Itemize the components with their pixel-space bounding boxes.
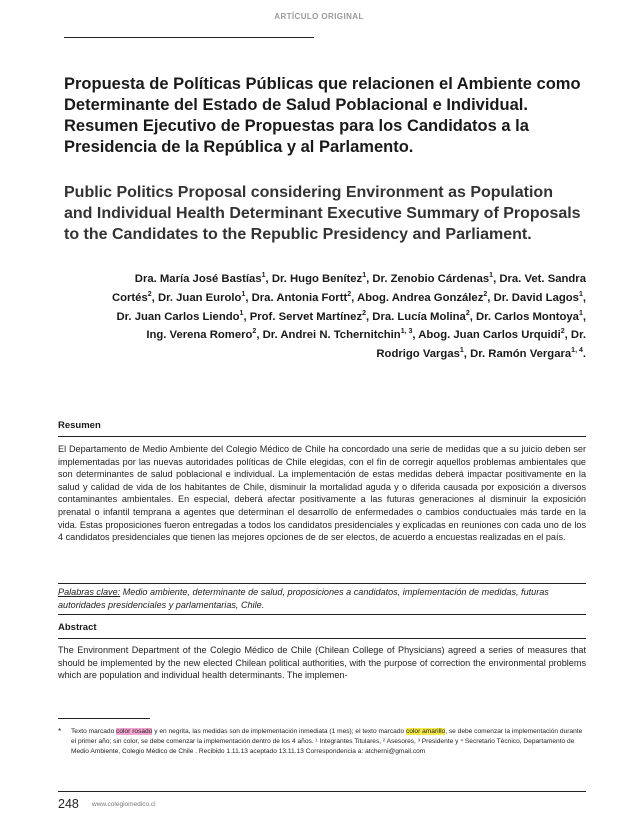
author-separator: ,: [151, 291, 158, 304]
author-affiliation: 1, 4: [571, 347, 583, 355]
footnote-divider: [58, 718, 150, 719]
keywords-text: Medio ambiente, determinante de salud, proposiciones a candidatos, implementación de medidas, futuras autoridades presidenciales y parlamentarias, Chile.: [58, 587, 549, 610]
author-name: Dr. Juan Eurolo: [157, 291, 242, 304]
footnote: [58, 727, 586, 757]
author-separator: ,: [469, 310, 476, 323]
title-english: Public Politics Proposal considering Environment as Population and Individual Health Determinant Executive Summary of Proposals to the Candidates to the Republic Presidency and Parliament.: [64, 184, 581, 243]
author-affiliation: 1: [362, 272, 367, 279]
author-affiliation: 2: [147, 290, 152, 298]
author-name: Dr. Ramón Vergara: [470, 347, 572, 360]
header-divider: [64, 37, 314, 38]
author-affiliation: 1: [578, 290, 583, 298]
author-name: Dr. Zenobio Cárdenas: [372, 272, 490, 285]
keywords-label: Palabras clave:: [58, 587, 121, 597]
author-affiliation: 1: [261, 272, 266, 279]
section-label: ARTÍCULO ORIGINAL: [274, 12, 364, 21]
resumen-body: El Departamento de Medio Ambiente del Colegio Médico de Chile ha concordado una serie de medidas que a su juicio deben ser implementadas por las nuevas autoridades políticas de Chile elegidas, con el fin de corregir aquellos problemas ambientales que son determinantes de salud poblacional e individual. La implementación de estas medidas deberá impactar positivamente en la salud y calidad de vida de los habitantes de Chile, disminuir la mortalidad aguda y o diferida causada por exposición a diversos contaminantes ambientales. En especial, deberá afectar positivamente a las futuras generaciones al disminuir la exposición prenatal o infantil temprana a agentes que determinan el desarrollo de enfermedades o cambios conductuales más tarde en la vida. Estas proposiciones fueron entregadas a todos los candidatos presidenciales y explicadas en reuniones con cada uno de los 4 candidatos presidenciales que tienen las mejores opciones de de ser electos, de acuerdo a encuestas realizadas en el país.: [58, 444, 586, 543]
author-separator: ,: [582, 291, 586, 304]
author-list: [110, 268, 586, 362]
keywords: [58, 583, 586, 615]
footnote-part-3: , se debe comenzar la implementación durante el primer año; sin color, se debe comenzar la implementación dentro de los 4 años. ¹ Integrantes Titulares, ² Asesores, ³ Presidente y ⁴ Secretario Técnico, Departamento de Medio Ambiente, Colegio Médico de Chile . Recibido 1.11.13 aceptado 13.11.13 Correspondencia a: atcherni@gmail.com: [71, 728, 583, 755]
author-affiliation: 1: [489, 272, 494, 279]
resumen-heading: Resumen: [58, 420, 586, 437]
author-name: Prof. Servet Martínez: [249, 310, 363, 323]
author-separator: ,: [265, 272, 272, 285]
author-affiliation: 1: [459, 347, 464, 355]
author-separator: ,: [256, 329, 263, 342]
author-name: Abog. Andrea González: [357, 291, 484, 304]
footnote-part-2: y en negrita, las medidas son de implementación inmediata (1 mes); el texto marcado: [152, 728, 406, 735]
author-affiliation: 2: [465, 309, 470, 317]
page-number: 248: [58, 797, 79, 811]
author-affiliation: 2: [252, 328, 257, 336]
footnote-text: [71, 727, 586, 757]
author-affiliation: 1: [239, 309, 244, 317]
author-affiliation: 1: [578, 309, 583, 317]
footnote-marker: *: [58, 727, 62, 736]
author-name: Ing. Verena Romero: [146, 329, 253, 342]
journal-website[interactable]: www.colegiomedico.cl: [92, 801, 156, 808]
footnote-part-1: Texto marcado: [71, 728, 117, 735]
author-name: Dr. Juan Carlos Liendo: [116, 310, 240, 323]
author-affiliation: 2: [483, 290, 488, 298]
author-name: Dr. Rodrigo Vargas: [376, 329, 586, 360]
author-separator: ,: [351, 291, 357, 304]
author-name: Dr. David Lagos: [493, 291, 579, 304]
author-name: Dra. María José Bastías: [134, 272, 262, 285]
abstract-heading: Abstract: [58, 622, 586, 639]
author-separator: .: [582, 347, 586, 360]
author-affiliation: 2: [347, 290, 352, 298]
author-name: Dra. Antonia Fortt: [251, 291, 348, 304]
author-affiliation: 2: [362, 309, 366, 317]
author-affiliation: 2: [560, 328, 565, 336]
author-separator: ,: [582, 310, 586, 323]
highlight-yellow: color amarillo: [406, 728, 446, 735]
footer-divider: [58, 791, 586, 792]
author-name: Dr. Carlos Montoya: [476, 310, 579, 323]
author-name: Dr. Andrei N. Tchernitchin: [262, 329, 401, 342]
author-separator: ,: [245, 291, 252, 304]
author-separator: ,: [487, 291, 494, 304]
abstract-body: The Environment Department of the Colegio Médico de Chile (Chilean College of Physicians) agreed a series of measures that should be implemented by the new elected Chilean political authorities, with the purpose of correction the environmental problems which are population and individual health determinants. The implemen-: [58, 645, 586, 681]
author-separator: ,: [564, 329, 571, 342]
author-name: Abog. Juan Carlos Urquidi: [418, 329, 561, 342]
author-separator: ,: [412, 329, 419, 342]
author-name: Dr. Hugo Benítez: [271, 272, 363, 285]
author-affiliation: 1: [241, 290, 246, 298]
author-separator: ,: [366, 272, 373, 285]
author-separator: ,: [493, 272, 500, 285]
author-affiliation: 1, 3: [400, 328, 413, 336]
author-separator: ,: [243, 310, 250, 323]
author-separator: ,: [463, 347, 471, 360]
title-spanish: Propuesta de Políticas Públicas que relacionen el Ambiente como Determinante del Estado de Salud Poblacional e Individual. Resumen Ejecutivo de Propuestas para los Candidatos a la Presidencia de la República y al Parlamento.: [64, 75, 581, 156]
author-separator: ,: [366, 310, 373, 323]
author-name: Dra. Vet. Sandra Cortés: [111, 272, 586, 304]
highlight-pink: color rosado: [116, 728, 153, 735]
author-name: Dra. Lucía Molina: [372, 310, 466, 323]
